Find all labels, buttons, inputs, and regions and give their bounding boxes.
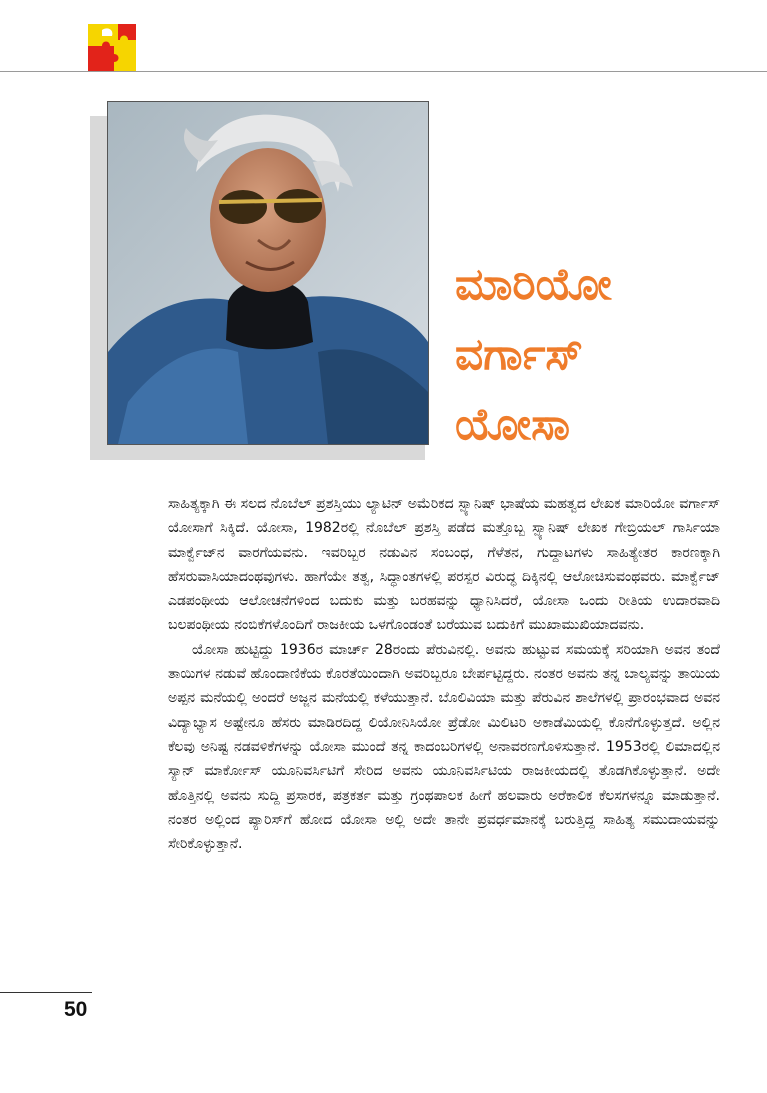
puzzle-logo-icon [88,24,136,72]
page-number: 50 [64,998,88,1021]
body-paragraph: ಯೋಸಾ ಹುಟ್ಟಿದ್ದು 1936ರ ಮಾರ್ಚ್ 28ರಂದು ಪೆರುವಿನಲ್ಲಿ. ಅವನು ಹುಟ್ಟುವ ಸಮಯಕ್ಕೆ ಸರಿಯಾಗಿ ಅವನ ತಂದೆ ತಾಯಿಗಳ ನಡುವೆ ಹೊಂದಾಣಿಕೆಯ ಕೊರತೆಯಿಂದಾಗಿ ಅವರಿಬ್ಬರೂ ಬೇರ್ಪಟ್ಟಿದ್ದರು. ನಂತರ ಅವನು ತನ್ನ ಬಾಲ್ಯವನ್ನು ತಾಯಿಯ ಅಪ್ಪನ ಮನೆಯಲ್ಲಿ ಅಂದರೆ ಅಜ್ಜನ ಮನೆಯಲ್ಲಿ ಕಳೆಯುತ್ತಾನೆ. ಬೊಲಿವಿಯಾ ಮತ್ತು ಪೆರುವಿನ ಶಾಲೆಗಳಲ್ಲಿ ಪ್ರಾರಂಭವಾದ ಅವನ ವಿದ್ಯಾಭ್ಯಾಸ ಅಷ್ಟೇನೂ ಹೆಸರು ಮಾಡಿರದಿದ್ದ ಲಿಯೋನಿಸಿಯೋ ಪ್ರೆಡೋ ಮಿಲಿಟರಿ ಅಕಾಡೆಮಿಯಲ್ಲಿ ಕೊನೆಗೊಳ್ಳುತ್ತದೆ. ಅಲ್ಲಿನ ಕೆಲವು ಅನಿಷ್ಟ ನಡವಳಿಕೆಗಳನ್ನು ಯೋಸಾ ಮುಂದೆ ತನ್ನ ಕಾದಂಬರಿಗಳಲ್ಲಿ ಅನಾವರಣಗೊಳಿಸುತ್ತಾನೆ. 1953ರಲ್ಲಿ ಲಿಮಾದಲ್ಲಿನ ಸ್ಯಾನ್ ಮಾರ್ಕೋಸ್ ಯೂನಿವರ್ಸಿಟಿಗೆ ಸೇರಿದ ಅವನು ಯೂನಿವರ್ಸಿಟಿಯ ರಾಜಕೀಯದಲ್ಲಿ ತೊಡಗಿಕೊಳ್ಳುತ್ತಾನೆ. ಅದೇ ಹೊತ್ತಿನಲ್ಲಿ ಅವನು ಸುದ್ದಿ ಪ್ರಸಾರಕ, ಪತ್ರಕರ್ತ ಮತ್ತು ಗ್ರಂಥಪಾಲಕ ಹೀಗೆ ಹಲವಾರು ಅರೆಕಾಲಿಕ ಕೆಲಸಗಳನ್ನೂ ಮಾಡುತ್ತಾನೆ. ನಂತರ ಅಲ್ಲಿಂದ ಪ್ಯಾರಿಸ್‌ಗೆ ಹೋದ ಯೋಸಾ ಅಲ್ಲಿ ಅದೇ ತಾನೇ ಪ್ರವರ್ಧಮಾನಕ್ಕೆ ಬರುತ್ತಿದ್ದ ಸಾಹಿತ್ಯ ಸಮುದಾಯವನ್ನು ಸೇರಿಕೊಳ್ಳುತ್ತಾನೆ. [168,641,720,853]
body-paragraph: ಸಾಹಿತ್ಯಕ್ಕಾಗಿ ಈ ಸಲದ ನೊಬೆಲ್ ಪ್ರಶಸ್ತಿಯು ಲ್ಯಾಟಿನ್ ಅಮೆರಿಕದ ಸ್ಪ್ಯಾನಿಷ್ ಭಾಷೆಯ ಮಹತ್ವದ ಲೇಖಕ ಮಾರಿಯೋ ವರ್ಗಾಸ್ ಯೋಸಾಗೆ ಸಿಕ್ಕಿದೆ. ಯೋಸಾ, 1982ರಲ್ಲಿ ನೊಬೆಲ್ ಪ್ರಶಸ್ತಿ ಪಡೆದ ಮತ್ತೊಬ್ಬ ಸ್ಪ್ಯಾನಿಷ್ ಲೇಖಕ ಗೇಬ್ರಿಯಲ್ ಗಾರ್ಸಿಯಾ ಮಾರ್ಕ್ವೆಜ್‌ನ ವಾರಗೆಯವನು. ಇವರಿಬ್ಬರ ನಡುವಿನ ಸಂಬಂಧ, ಗೆಳೆತನ, ಗುದ್ದಾಟಗಳು ಸಾಹಿತ್ಯೇತರ ಕಾರಣಕ್ಕಾಗಿ ಹೆಸರುವಾಸಿಯಾದಂಥವುಗಳು. ಹಾಗೆಯೇ ತತ್ವ, ಸಿದ್ಧಾಂತಗಳಲ್ಲಿ ಪರಸ್ಪರ ವಿರುದ್ಧ ದಿಕ್ಕಿನಲ್ಲಿ ಆಲೋಚಿಸುವಂಥವರು. ಮಾರ್ಕ್ವೆಜ್ ಎಡಪಂಥೀಯ ಆಲೋಚನೆಗಳಿಂದ ಬದುಕು ಮತ್ತು ಬರಹವನ್ನು ಧ್ಯಾನಿಸಿದರೆ, ಯೋಸಾ ಒಂದು ರೀತಿಯ ಉದಾರವಾದಿ ಬಲಪಂಥೀಯ ನಂಬಿಕೆಗಳೊಂದಿಗೆ ರಾಜಕೀಯ ಒಳಗೊಂಡಂತೆ ಬರೆಯುವ ಬದುಕಿಗೆ ಮುಖಾಮುಖಿಯಾದವನು. [168,496,720,634]
article-body [168,492,720,856]
title-line: ಯೋಸಾ [455,399,570,450]
puzzle-logo-graphic [88,24,136,72]
article-title [455,250,755,460]
author-portrait [108,102,428,444]
author-photo [107,101,429,445]
title-line: ವರ್ಗಾಸ್ [455,329,583,380]
title-line: ಮಾರಿಯೋ [455,259,612,310]
footer-rule [0,992,92,993]
header-rule [0,71,767,72]
